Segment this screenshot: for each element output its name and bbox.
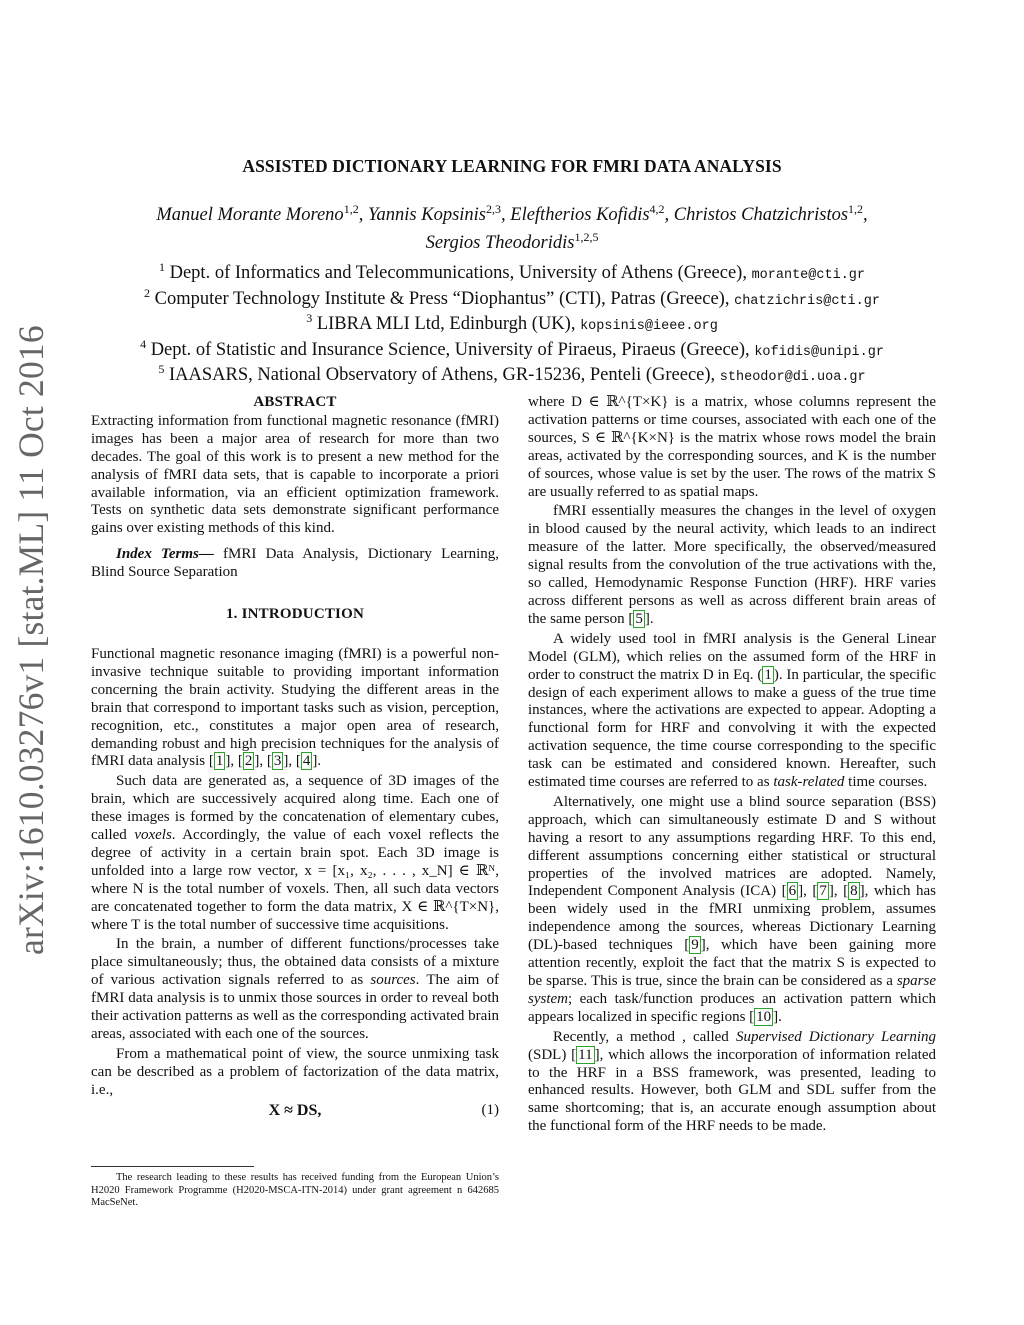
right-paragraph-5: Recently, a method , called Supervised Dictionary Learning (SDL) [ 11 ], which allows the incorporation of information related to the HRF in a BSS framework, was presented, leading to enhanced results. However, both GLM and SDL suffer from the same shortcoming; that is, an accurate enough assumption about the functional form of the HRF needs to be made.: [528, 1028, 936, 1135]
paragraph-text: , which has been widely used in the fMRI unmixing problem, assumes independence among the sources, whereas Dictionary Learning (DL)-based techniques: [528, 883, 936, 954]
citation-link[interactable]: 8: [850, 883, 858, 900]
abstract-text: Extracting information from functional magnetic resonance (fMRI) images has been a major area of research for more than two decades. The goal of this work is to present a new method for the analysis of fMRI data sets, that is capable to incorporate a priori available information, via an efficient optimization framework. Tests on synthetic data sets demonstrate significant performance gains over existing methods of this kind.: [91, 412, 499, 537]
affiliation-line: [60, 310, 964, 339]
intro-paragraph-1: Functional magnetic resonance imaging (fMRI) is a powerful non-invasive technique suitable to providing important information concerning the brain activity. Studying the different areas in the brain that correspond to important tasks such as vision, perception, recognition, etc., constitutes a major open area of research, demanding robust and high precision techniques for the analysis of fMRI data analysis [ 1 ], [ 2 ], [ 3 ], [ 4 ].: [91, 645, 499, 770]
author-name: Manuel Morante Moreno: [156, 205, 344, 225]
emphasis-task-related: task-related: [773, 774, 845, 791]
affiliation-line: [60, 285, 964, 314]
index-terms-label: Index Terms—: [116, 546, 214, 563]
citation-link[interactable]: 3: [273, 753, 282, 770]
footnote-funding: The research leading to these results has received funding from the European Union’s H2020 Framework Programme (H2020-MSCA-ITN-2014) under grant agreement n 642685 MacSeNet.: [91, 1172, 499, 1208]
citation-link[interactable]: 6: [788, 883, 797, 900]
paragraph-text: In the brain, a number of different functions/processes take place simultaneously; thus, the obtained data consists of a mixture of various activation signals referred to as: [91, 936, 499, 989]
index-terms-text: fMRI Data Analysis, Dictionary Learning, Blind Source Separation: [91, 546, 500, 581]
citation-link[interactable]: 7: [819, 883, 827, 900]
citation-link[interactable]: 2: [244, 753, 253, 770]
footnote-divider: [91, 1166, 254, 1167]
paragraph-text: Such data are generated as, a sequence of 3D images of the brain, which are successively acquired along time. Each one of these images is formed by the concatenation of elementary cubes, called: [91, 773, 499, 844]
author-list: Manuel Morante Moreno$^{1,2}$, Yannis Kopsinis$^{2,3}$, Eleftherios Kofidis$^{4,2}$, Christos Chatzichristos$^{1,2}$, Sergios Theodoridis$^{1,2,5}$: [156, 201, 868, 253]
right-paragraph-3: A widely used tool in fMRI analysis is the General Linear Model (GLM), which relies on the assumed form of the HRF in order to construct the matrix D in Eq. ( 1 ). In particular, the specific design of each experiment allows to make a guess of the true time instances, where the activations are expected to appear. Adopting a functional form for HRF and convolving it with the expected activation sequence, the time course corresponding to the specific task can be estimated and considered known. Hereafter, such estimated time courses are referred to as task-related time courses.: [528, 630, 936, 791]
author-affil-sup: 2,3: [486, 201, 502, 216]
emphasis-voxels: voxels: [134, 827, 172, 844]
citation-link[interactable]: 1: [215, 753, 224, 770]
author-affil-sup: 1,2: [343, 201, 359, 216]
author-affil-sup: 4,2: [649, 201, 665, 216]
author-affil-sup: 1,2: [848, 201, 864, 216]
paragraph-text: . In particular, the specific design of each experiment allows to make a guess of the true time instances, where the activations are expected to appear. Adopting a functional form for HRF and convolving it with the expected activation sequence, the time course corresponding to the specific task can be estimated and considered known. Hereafter, such estimated time courses are referred to as: [528, 666, 936, 791]
affiliation-number: 3: [306, 310, 313, 325]
right-paragraph-4: Alternatively, one might use a blind source separation (BSS) approach, which can simultaneously estimate D and S without having a resort to any assumptions regarding HRF. To this end, different assumptions concerning either statistical or structural properties of the involved matrices are adopted. Namely, Independent Component Analysis (ICA) [ 6 ], [ 7 ], [ 8 ], which has been widely used in the fMRI unmixing problem, assumes independence among the sources, whereas Dictionary Learning (DL)-based techniques [ 9 ], which have been gaining more attention recently, exploit the fact that the matrix S is expected to be sparse. This is true, since the brain can be considered as a sparse system; each task/function produces an activation pattern which appears localized in specific regions [ 10 ].: [528, 793, 937, 1025]
citation-link[interactable]: 5: [635, 610, 643, 627]
paragraph-text: Recently, a method , called: [553, 1028, 729, 1045]
email-address: chatzichris@cti.gr: [734, 293, 880, 309]
affiliation-text: IAASARS, National Observatory of Athens, GR-15236, Penteli (Greece),: [169, 365, 716, 385]
author-name: Christos Chatzichristos: [673, 205, 849, 225]
author-name: Sergios Theodoridis: [425, 233, 575, 253]
citation-link[interactable]: 4: [302, 753, 311, 770]
affiliation-line: [60, 259, 964, 288]
email-address: morante@cti.gr: [751, 268, 865, 283]
affiliation-line: [60, 336, 964, 365]
paragraph-text: , which have been gaining more attention recently, exploit the fact that the matrix S is expected to be sparse. This is true, since the brain can be considered as a: [528, 937, 937, 989]
author-name: Yannis Kopsinis: [367, 205, 487, 225]
equation-link[interactable]: 1: [764, 666, 772, 683]
equation-body: X ≈ DS,: [268, 1101, 322, 1119]
equation-1: [91, 1102, 499, 1121]
equation-number: (1): [481, 1101, 499, 1118]
citation-link[interactable]: 9: [691, 937, 699, 954]
paragraph-text: fMRI essentially measures the changes in the level of oxygen in blood caused by the neural activity, which leads to an indirect measure of the latter. More specifically, the observed/measured signal results from the convolution of the true activations with the, so called, Hemodynamic Response Function (HRF). HRF varies across different persons as well as across different brain areas of the same person: [528, 503, 936, 627]
affiliation-text: LIBRA MLI Ltd, Edinburgh (UK),: [316, 314, 576, 334]
right-column: [528, 394, 936, 1138]
affiliation-number: 1: [158, 259, 165, 274]
abstract-heading: ABSTRACT: [253, 394, 337, 410]
emphasis-sources: sources: [370, 972, 416, 989]
emphasis-sparse-system: sparse system: [528, 973, 936, 1007]
paragraph-text: From a mathematical point of view, the source unmixing task can be described as a problem of factorization of the data matrix, i.e.,: [91, 1045, 499, 1098]
paragraph-text: time courses.: [844, 774, 928, 791]
paragraph-text: Alternatively, one might use a blind source separation (BSS) approach, which can simultaneously estimate D and S without having a resort to any assumptions regarding HRF. To this end, different assumptions concerning either statistical or structural properties of the involved matrices are adopted. Namely, Independent Component Analysis (ICA): [528, 793, 936, 900]
affiliation-text: Dept. of Statistic and Insurance Science, University of Piraeus, Piraeus (Greece),: [150, 339, 750, 360]
affiliation-line: [60, 361, 964, 390]
email-address: kofidis@unipi.gr: [754, 344, 884, 360]
intro-paragraph-3: [91, 936, 499, 1043]
affiliation-text: Computer Technology Institute & Press “Diophantus” (CTI), Patras (Greece),: [154, 288, 730, 309]
citation-link[interactable]: 11: [578, 1046, 593, 1063]
affiliation-text: Dept. of Informatics and Telecommunications, University of Athens (Greece),: [169, 263, 747, 283]
intro-paragraph-2: [91, 773, 499, 934]
citation-link[interactable]: 10: [756, 1008, 772, 1025]
paragraph-text: . The aim of fMRI data analysis is to unmix those sources in order to reveal both their activation patterns as well as the corresponding activated brain areas, associated with each one of the sources.: [91, 972, 499, 1042]
paragraph-text: (SDL): [528, 1046, 567, 1063]
author-affil-sup: 1,2,5: [574, 229, 599, 244]
left-column: [91, 394, 499, 1125]
paper-title: ASSISTED DICTIONARY LEARNING FOR FMRI DATA ANALYSIS: [242, 156, 782, 176]
right-paragraph-1: where D ∈ ℝ^{T×K} is a matrix, whose columns represent the activation patterns or time courses, associated with each one of the sources, S ∈ ℝ^{K×N} is the matrix whose rows model the brain areas, activated by the corresponding sources, and K is the number of sources, whose value is set by the user. The rows of the matrix S are usually referred to as spatial maps.: [528, 394, 936, 500]
email-address: kopsinis@ieee.org: [580, 319, 718, 334]
affiliation-number: 4: [140, 336, 147, 351]
paragraph-text: ; each task/function produces an activation pattern which appears localized in specific regions: [528, 990, 936, 1025]
author-name: Eleftherios Kofidis: [510, 205, 650, 225]
affiliation-number: 2: [144, 285, 151, 300]
affiliation-number: 5: [158, 361, 165, 376]
right-paragraph-2: fMRI essentially measures the changes in the level of oxygen in blood caused by the neural activity, which leads to an indirect measure of the latter. More specifically, the observed/measured signal results from the convolution of the true activations with the, so called, Hemodynamic Response Function (HRF). HRF varies across different persons as well as across different brain areas of the same person [ 5 ].: [528, 503, 936, 627]
index-terms: [91, 546, 499, 582]
paragraph-text: A widely used tool in fMRI analysis is the General Linear Model (GLM), which relies on the assumed form of the HRF in order to construct the matrix D in Eq.: [528, 630, 936, 683]
affiliation-list: [60, 259, 964, 390]
section-heading-introduction: 1. INTRODUCTION: [225, 606, 364, 623]
intro-paragraph-4: [91, 1046, 499, 1100]
paragraph-text: . Accordingly, the value of each voxel reflects the degree of activity in a certain brain spot. Each 3D image is unfolded into a large row vector, x = [x₁, x₂, . . . , x_N] ∈ ℝᴺ, where N is the total number of voxels. Then, all such data vectors are concatenated together to form the data matrix, X ∈ ℝ^{T×N}, where T is the total number of successive time acquisitions.: [91, 827, 499, 933]
paragraph-text: , which allows the incorporation of information related to the HRF in a BSS framework, was presented, leading to enhanced results. However, both GLM and SDL suffer from the same shortcoming; that is, an accurate enough assumption about the functional form of the HRF needs to be made.: [528, 1046, 936, 1135]
email-address: stheodor@di.uoa.gr: [719, 370, 866, 385]
arxiv-identifier: arXiv:1610.03276v1 [stat.ML] 11 Oct 2016: [11, 325, 51, 955]
emphasis-sdl: Supervised Dictionary Learning: [735, 1028, 936, 1045]
paragraph-text: Functional magnetic resonance imaging (fMRI) is a powerful non-invasive technique suitable to providing important information concerning the brain activity. Studying the different areas in the brain that correspond to important tasks such as vision, perception, recognition, etc., constitutes a major open area of research, demanding robust and high precision techniques for the analysis of fMRI data analysis: [91, 645, 499, 770]
